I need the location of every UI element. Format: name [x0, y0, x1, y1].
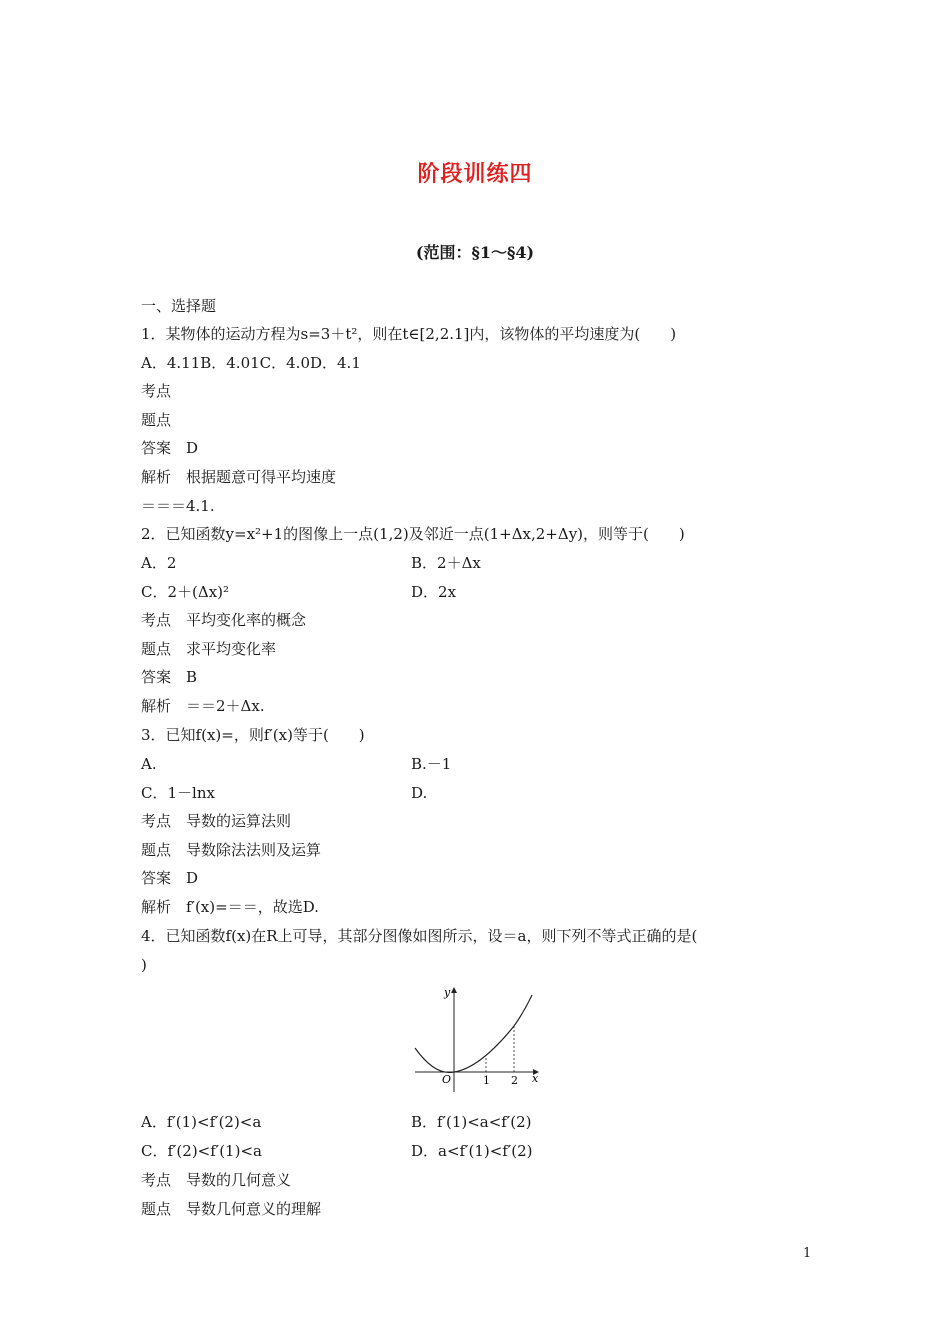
tick-label-2: 2	[511, 1074, 518, 1087]
q2-kaodian: 考点 平均变化率的概念	[141, 611, 307, 629]
q4-stem: 4．已知函数f(x)在R上可导，其部分图像如图所示，设＝a，则下列不等式正确的是(	[141, 927, 698, 945]
q2-answer: 答案 B	[141, 668, 198, 686]
origin-label: O	[442, 1073, 452, 1086]
q1-tidian: 题点	[141, 411, 172, 429]
page-number: 1	[803, 1246, 812, 1261]
q4-option-b: B．f′(1)<a<f′(2)	[411, 1113, 532, 1131]
function-curve	[415, 995, 532, 1073]
q3-option-b: B.－1	[411, 755, 452, 773]
q2-tidian: 题点 求平均变化率	[141, 640, 277, 658]
q2-analysis: 解析 ＝＝2＋Δx.	[141, 697, 265, 715]
q3-option-d: D.	[411, 784, 428, 802]
page-title: 阶段训练四	[417, 161, 533, 187]
q1-analysis-2: ＝＝＝4.1.	[141, 497, 215, 515]
y-axis-label: y	[444, 986, 451, 999]
scope-subtitle: (范围：§1～§4)	[415, 243, 535, 262]
q1-stem: 1．某物体的运动方程为s=3＋t²，则在t∈[2,2.1]内，该物体的平均速度为( )	[141, 325, 677, 343]
x-axis-label: x	[532, 1072, 539, 1085]
section-heading: 一、选择题	[141, 297, 217, 315]
q3-option-c: C．1－lnx	[141, 784, 215, 802]
q3-kaodian: 考点 导数的运算法则	[141, 812, 292, 830]
q3-answer: 答案 D	[141, 869, 199, 887]
q3-stem: 3．已知f(x)=，则f′(x)等于( )	[141, 726, 365, 744]
q2-option-b: B．2＋Δx	[411, 554, 481, 572]
q2-option-a: A．2	[141, 554, 177, 572]
q4-option-d: D．a<f′(1)<f′(2)	[411, 1142, 533, 1160]
q3-option-a: A.	[141, 755, 157, 773]
q4-stem-continued: )	[141, 956, 147, 974]
q4-option-c: C．f′(2)<f′(1)<a	[141, 1142, 262, 1160]
q4-option-a: A．f′(1)<f′(2)<a	[141, 1113, 262, 1131]
q4-kaodian: 考点 导数的几何意义	[141, 1171, 292, 1189]
tick-label-1: 1	[483, 1074, 490, 1087]
q1-analysis: 解析 根据题意可得平均速度	[141, 468, 337, 486]
q2-option-d: D．2x	[411, 583, 457, 601]
q3-analysis: 解析 f′(x)=＝＝，故选D.	[141, 898, 319, 916]
q2-option-c: C．2＋(Δx)²	[141, 583, 230, 601]
function-graph	[410, 984, 550, 1094]
q2-stem: 2．已知函数y=x²+1的图像上一点(1,2)及邻近一点(1+Δx,2+Δy)，则等于( )	[141, 525, 685, 543]
q4-tidian: 题点 导数几何意义的理解	[141, 1200, 322, 1218]
q1-options: A．4.11B．4.01C．4.0D．4.1	[141, 354, 361, 372]
function-graph-figure	[410, 984, 550, 1098]
q1-answer: 答案 D	[141, 439, 199, 457]
q3-tidian: 题点 导数除法法则及运算	[141, 841, 322, 859]
q1-kaodian: 考点	[141, 382, 172, 400]
